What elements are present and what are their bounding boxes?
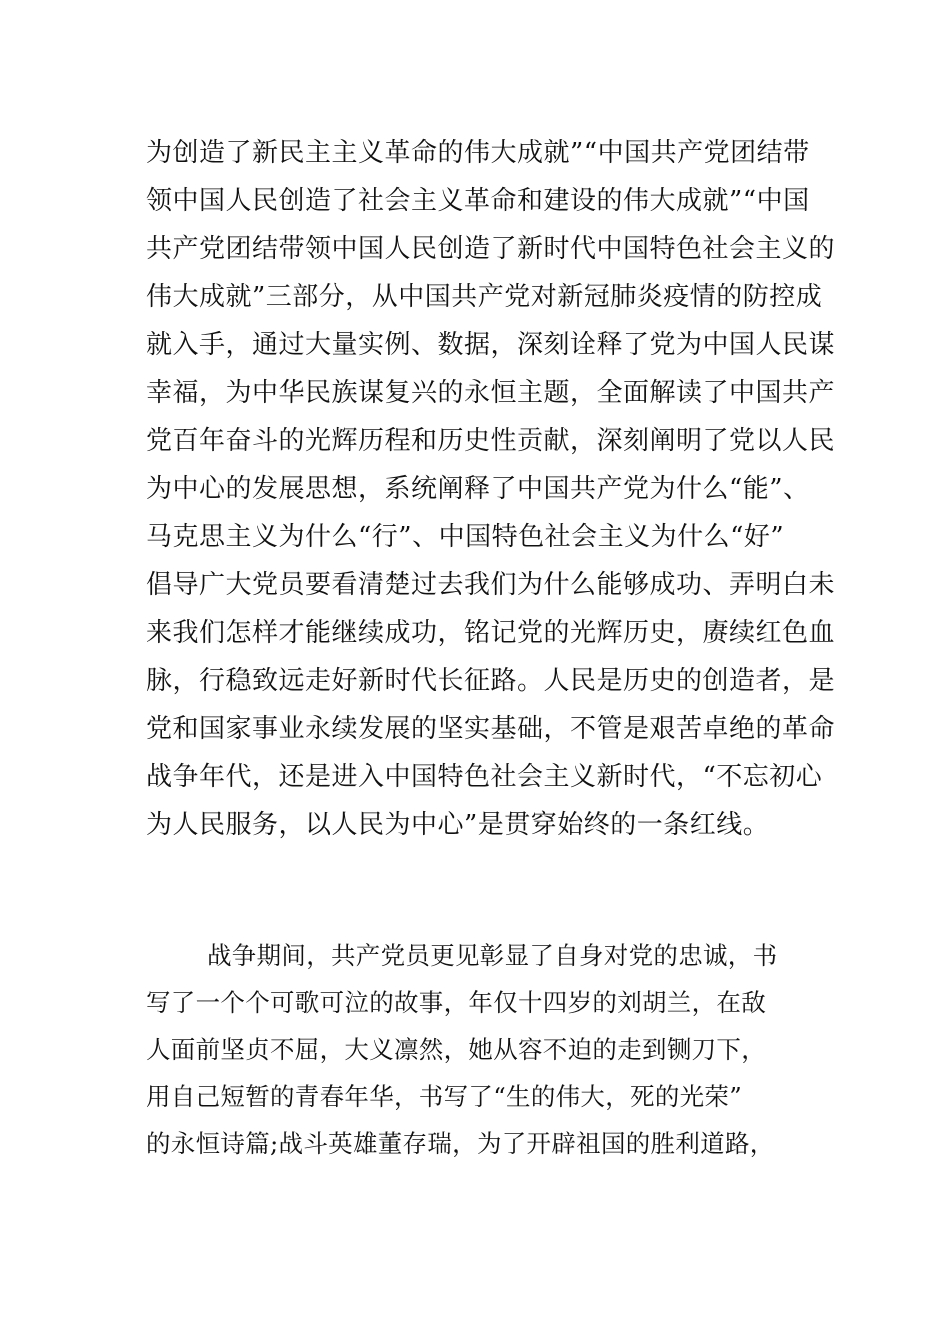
paragraph-line: 马克思主义为什么“行”、中国特色社会主义为什么“好” (146, 522, 785, 552)
paragraph-line: 来我们怎样才能继续成功，铭记党的光辉历史，赓续红色血 (146, 618, 836, 648)
paragraph-line: 伟大成就”三部分，从中国共产党对新冠肺炎疫情的防控成 (146, 282, 823, 312)
paragraph-line: 党和国家事业永续发展的坚实基础，不管是艰苦卓绝的革命 (146, 714, 836, 744)
paragraph-line: 为创造了新民主主义革命的伟大成就”“中国共产党团结带 (146, 138, 810, 168)
paragraph-line: 战争期间，共产党员更见彰显了自身对党的忠诚，书 (207, 941, 778, 970)
paragraph-line: 人面前坚贞不屈，大义凛然，她从容不迫的走到铡刀下， (146, 1035, 766, 1064)
paragraph-line: 写了一个个可歌可泣的故事，年仅十四岁的刘胡兰，在敌 (146, 988, 766, 1017)
paragraph-line: 战争年代，还是进入中国特色社会主义新时代，“不忘初心 (146, 762, 823, 792)
paragraph-line: 就入手，通过大量实例、数据，深刻诠释了党为中国人民谋 (146, 330, 836, 360)
paragraph-line: 幸福，为中华民族谋复兴的永恒主题，全面解读了中国共产 (146, 378, 836, 408)
paragraph-line: 共产党团结带领中国人民创造了新时代中国特色社会主义的 (146, 234, 836, 264)
paragraph-line: 的永恒诗篇;战斗英雄董存瑞，为了开辟祖国的胜利道路， (146, 1129, 775, 1158)
paragraph-line: 倡导广大党员要看清楚过去我们为什么能够成功、弄明白未 (146, 570, 836, 600)
paragraph-line: 领中国人民创造了社会主义革命和建设的伟大成就”“中国 (146, 186, 810, 216)
paragraph-line: 为中心的发展思想，系统阐释了中国共产党为什么“能”、 (146, 474, 810, 504)
paragraph-line: 用自己短暂的青春年华，书写了“生的伟大，死的光荣” (146, 1082, 743, 1111)
paragraph-line: 为人民服务，以人民为中心”是贯穿始终的一条红线。 (146, 810, 770, 840)
paragraph-line: 脉，行稳致远走好新时代长征路。人民是历史的创造者，是 (146, 666, 836, 696)
paragraph-line: 党百年奋斗的光辉历程和历史性贡献，深刻阐明了党以人民 (146, 426, 836, 456)
